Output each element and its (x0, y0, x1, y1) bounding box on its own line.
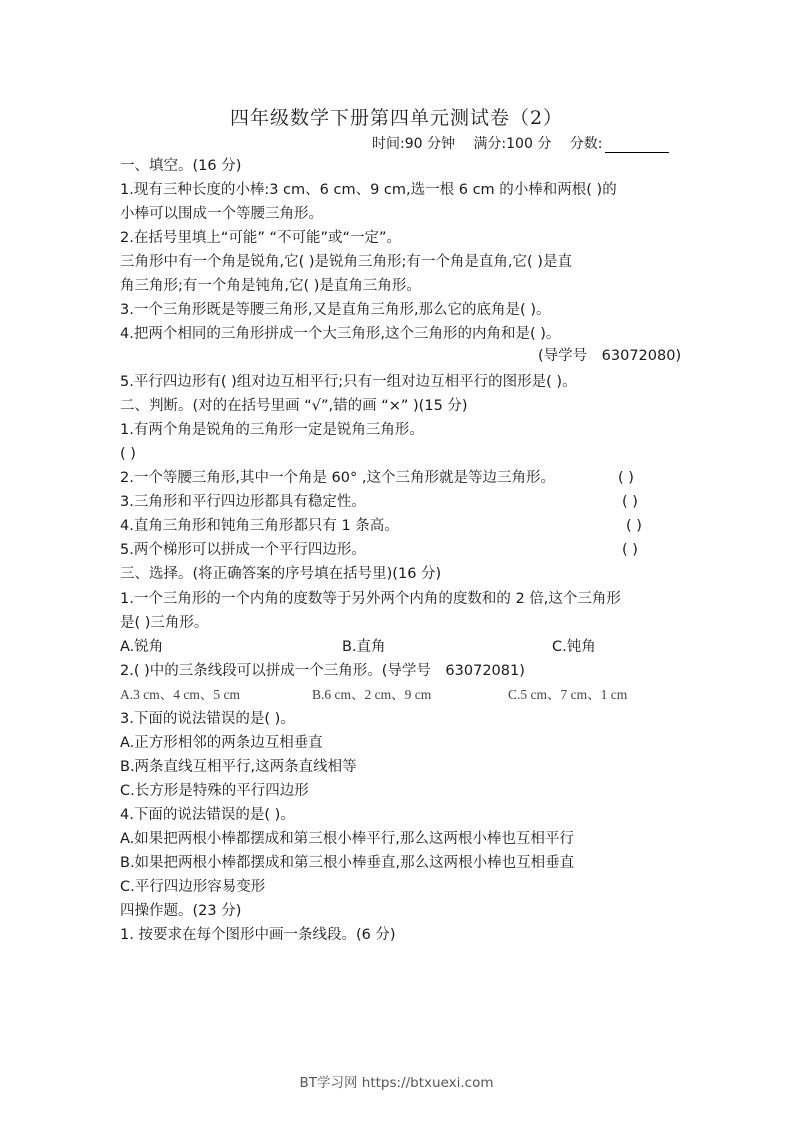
judge-q2-blank[interactable]: ( ) (618, 470, 634, 486)
fill-q2-stem: 2.在括号里填上“可能” “不可能”或“一定”。 (120, 230, 402, 246)
choice-q3-option-c: C.长方形是特殊的平行四边形 (120, 783, 309, 799)
choice-q1-line1: 1.一个三角形的一个内角的度数等于另外两个内角的度数和的 2 倍,这个三角形 (120, 591, 621, 607)
fill-q1-line2: 小棒可以围成一个等腰三角形。 (120, 206, 323, 222)
full-score: 满分:100 分 (473, 136, 552, 152)
choice-q1-line2: 是( )三角形。 (120, 615, 209, 631)
section-3-heading: 三、选择。(将正确答案的序号填在括号里)(16 分) (120, 566, 442, 582)
fill-q5: 5.平行四边形有( )组对边互相平行;只有一组对边互相平行的图形是( )。 (120, 374, 577, 390)
choice-q2-option-c: C.5 cm、7 cm、1 cm (508, 687, 628, 702)
score-blank[interactable] (605, 138, 669, 153)
fill-q3: 3.一个三角形既是等腰三角形,又是直角三角形,那么它的底角是( )。 (120, 302, 551, 318)
fill-q1-line1: 1.现有三种长度的小棒:3 cm、6 cm、9 cm,选一根 6 cm 的小棒和两根( )的 (120, 182, 617, 198)
guide-number-1: (导学号 63072080) (538, 348, 682, 364)
section-4-heading: 四操作题。(23 分) (120, 903, 242, 919)
choice-q4-stem: 4.下面的说法错误的是( )。 (120, 807, 295, 823)
fill-q2-line2: 角三角形;有一个角是钝角,它( )是直角三角形。 (120, 278, 421, 294)
choice-q4-option-b: B.如果把两根小棒都摆成和第三根小棒垂直,那么这两根小棒也互相垂直 (120, 855, 575, 871)
fill-q2-line1: 三角形中有一个角是锐角,它( )是锐角三角形;有一个角是直角,它( )是直 (120, 254, 572, 270)
section-2-heading: 二、判断。(对的在括号里画 “√”,错的画 “×” )(15 分) (120, 398, 468, 414)
choice-q3-option-a: A.正方形相邻的两条边互相垂直 (120, 735, 323, 751)
judge-q4-blank[interactable]: ( ) (626, 518, 642, 534)
judge-q2: 2.一个等腰三角形,其中一个角是 60° ,这个三角形就是等边三角形。 (120, 470, 555, 486)
judge-q1: 1.有两个角是锐角的三角形一定是锐角三角形。 (120, 422, 424, 438)
section-1-heading: 一、填空。(16 分) (120, 158, 242, 174)
judge-q3: 3.三角形和平行四边形都具有稳定性。 (120, 494, 366, 510)
judge-q5: 5.两个梯形可以拼成一个平行四边形。 (120, 542, 366, 558)
choice-q1-option-b: B.直角 (342, 639, 386, 655)
judge-q5-blank[interactable]: ( ) (622, 542, 638, 558)
operation-q1: 1. 按要求在每个图形中画一条线段。(6 分) (120, 927, 396, 943)
judge-q4: 4.直角三角形和钝角三角形都只有 1 条高。 (120, 518, 399, 534)
choice-q4-option-c: C.平行四边形容易变形 (120, 879, 266, 895)
fill-q4: 4.把两个相同的三角形拼成一个大三角形,这个三角形的内角和是( )。 (120, 326, 561, 342)
choice-q1-option-a: A.锐角 (120, 639, 164, 655)
choice-q2-stem: 2.( )中的三条线段可以拼成一个三角形。(导学号 63072081) (120, 663, 525, 679)
judge-q3-blank[interactable]: ( ) (622, 494, 638, 510)
score-label: 分数: (569, 136, 603, 152)
choice-q2-option-b: B.6 cm、2 cm、9 cm (312, 687, 432, 702)
choice-q3-option-b: B.两条直线互相平行,这两条直线相等 (120, 759, 357, 775)
time-limit: 时间:90 分钟 (372, 136, 455, 152)
exam-title: 四年级数学下册第四单元测试卷（2） (229, 107, 564, 129)
choice-q1-option-c: C.钝角 (552, 639, 596, 655)
choice-q4-option-a: A.如果把两根小棒都摆成和第三根小棒平行,那么这两根小棒也互相平行 (120, 831, 574, 847)
site-watermark: BT学习网 https://btxuexi.com (299, 1075, 494, 1091)
judge-q1-blank[interactable]: ( ) (120, 446, 136, 462)
choice-q2-option-a: A.3 cm、4 cm、5 cm (120, 687, 240, 702)
exam-meta (372, 133, 669, 153)
choice-q3-stem: 3.下面的说法错误的是( )。 (120, 711, 295, 727)
